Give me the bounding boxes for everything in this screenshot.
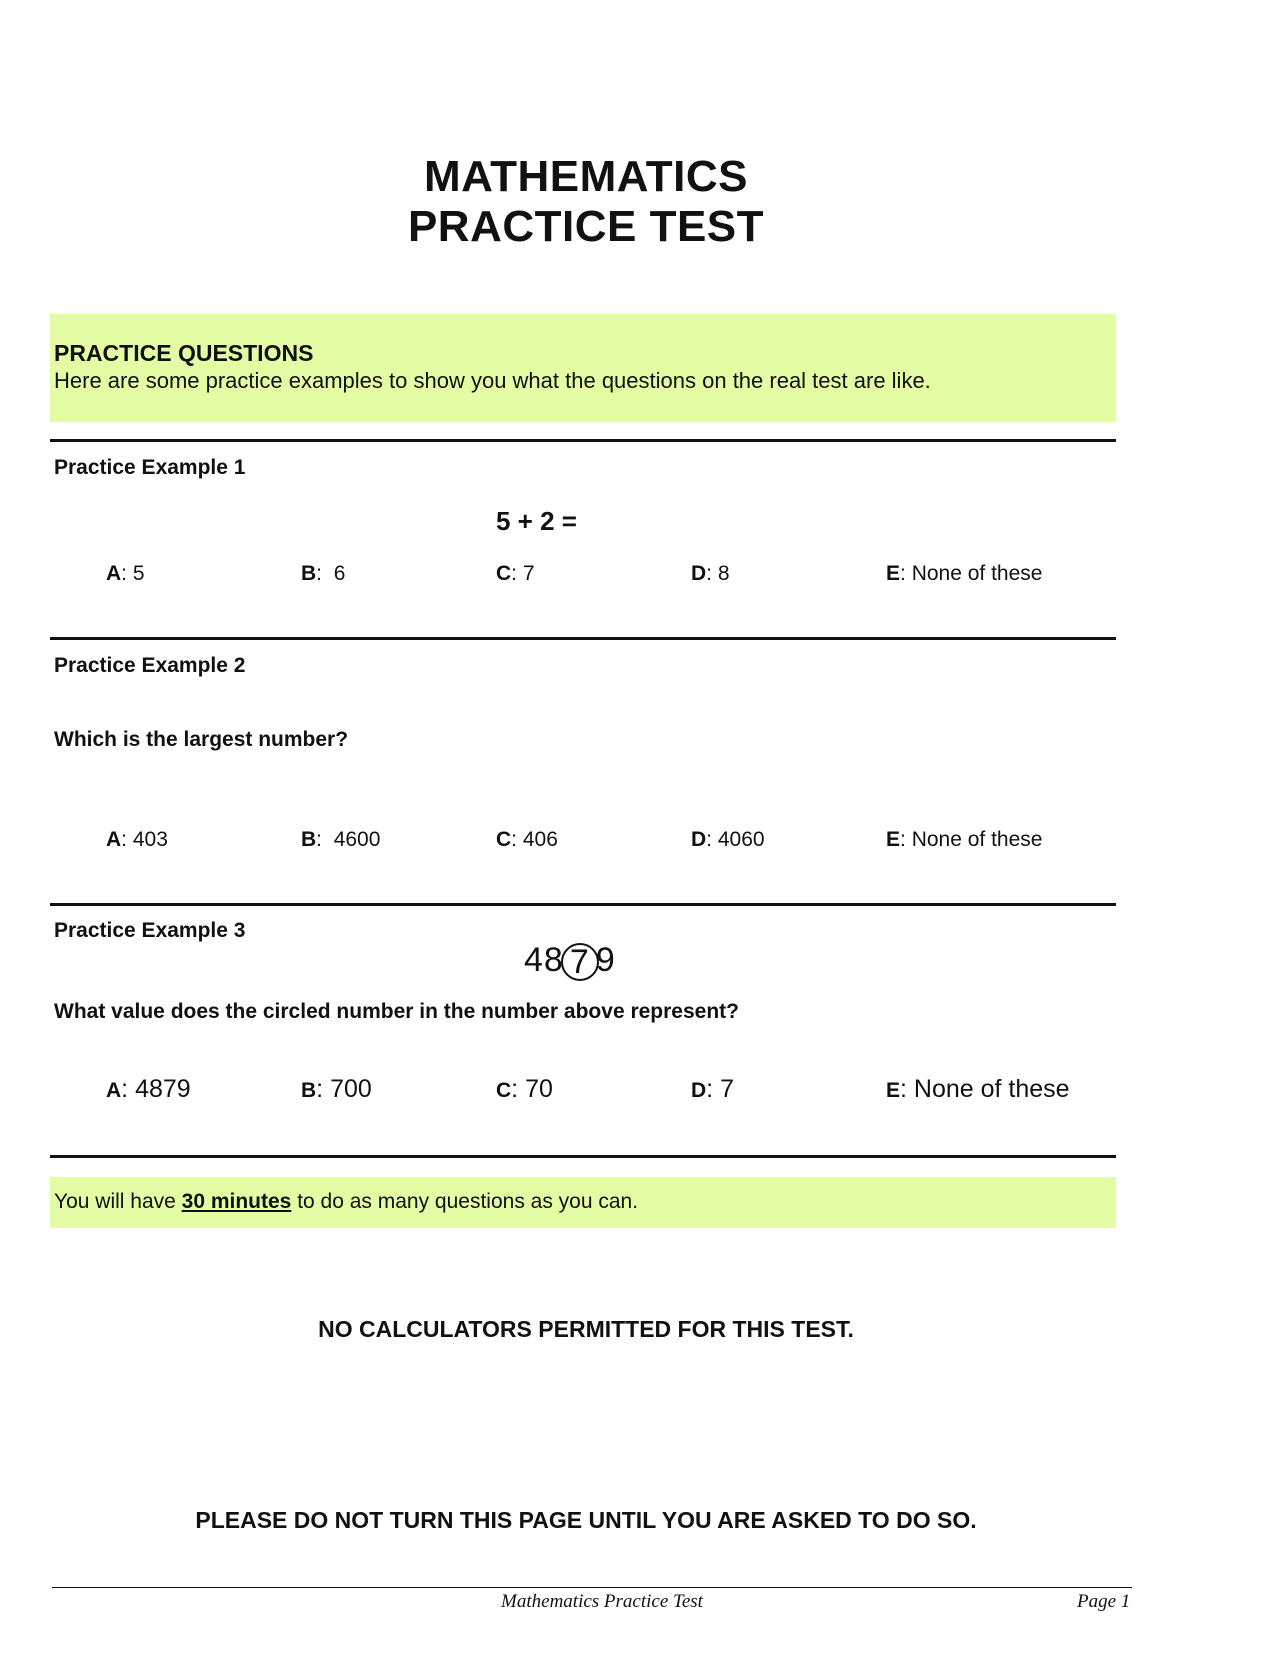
footer-title: Mathematics Practice Test <box>501 1591 703 1612</box>
time-notice: You will have 30 minutes to do as many questions as you can. <box>54 1190 639 1213</box>
intro-heading: PRACTICE QUESTIONS <box>54 340 314 366</box>
option-a[interactable]: A: 5 <box>106 562 145 585</box>
option-e[interactable]: E: None of these <box>886 1075 1070 1103</box>
example-1-title: Practice Example 1 <box>54 456 246 479</box>
example-2-title: Practice Example 2 <box>54 654 246 677</box>
page-number: Page 1 <box>1077 1591 1131 1612</box>
no-calculators-notice: NO CALCULATORS PERMITTED FOR THIS TEST. <box>318 1316 854 1342</box>
time-limit: 30 minutes <box>181 1190 292 1213</box>
option-d[interactable]: D: 4060 <box>691 828 765 851</box>
page-title-line-1: MATHEMATICS <box>423 152 749 201</box>
footer-rule <box>52 1587 1132 1588</box>
divider <box>50 903 1116 906</box>
do-not-turn-notice: PLEASE DO NOT TURN THIS PAGE UNTIL YOU ARE ASKED TO DO SO. <box>195 1507 977 1533</box>
number-digits-before: 48 <box>524 941 564 979</box>
intro-text: Here are some practice examples to show you what the questions on the real test are like. <box>54 368 931 393</box>
option-c[interactable]: C: 70 <box>496 1075 553 1103</box>
option-b[interactable]: B: 6 <box>301 562 346 585</box>
option-e[interactable]: E: None of these <box>886 562 1043 585</box>
divider <box>50 1155 1116 1158</box>
option-c[interactable]: C: 406 <box>496 828 558 851</box>
option-a[interactable]: A: 403 <box>106 828 168 851</box>
option-b[interactable]: B: 700 <box>301 1075 372 1103</box>
divider <box>50 439 1116 442</box>
page-title-line-2: PRACTICE TEST <box>407 202 765 251</box>
example-3-question: What value does the circled number in the number above represent? <box>54 1000 739 1023</box>
time-notice-band <box>50 1177 1116 1228</box>
circled-digit: 7 <box>561 943 599 981</box>
divider <box>50 637 1116 640</box>
option-b[interactable]: B: 4600 <box>301 828 381 851</box>
option-a[interactable]: A: 4879 <box>106 1075 191 1103</box>
option-d[interactable]: D: 7 <box>691 1075 734 1103</box>
example-3-number <box>524 940 616 981</box>
number-digits-after: 9 <box>595 941 616 979</box>
example-1-prompt: 5 + 2 = <box>496 506 577 536</box>
option-c[interactable]: C: 7 <box>496 562 535 585</box>
option-e[interactable]: E: None of these <box>886 828 1043 851</box>
example-3-title: Practice Example 3 <box>54 919 246 942</box>
intro-band <box>50 314 1116 422</box>
option-d[interactable]: D: 8 <box>691 562 730 585</box>
example-2-question: Which is the largest number? <box>54 728 349 751</box>
